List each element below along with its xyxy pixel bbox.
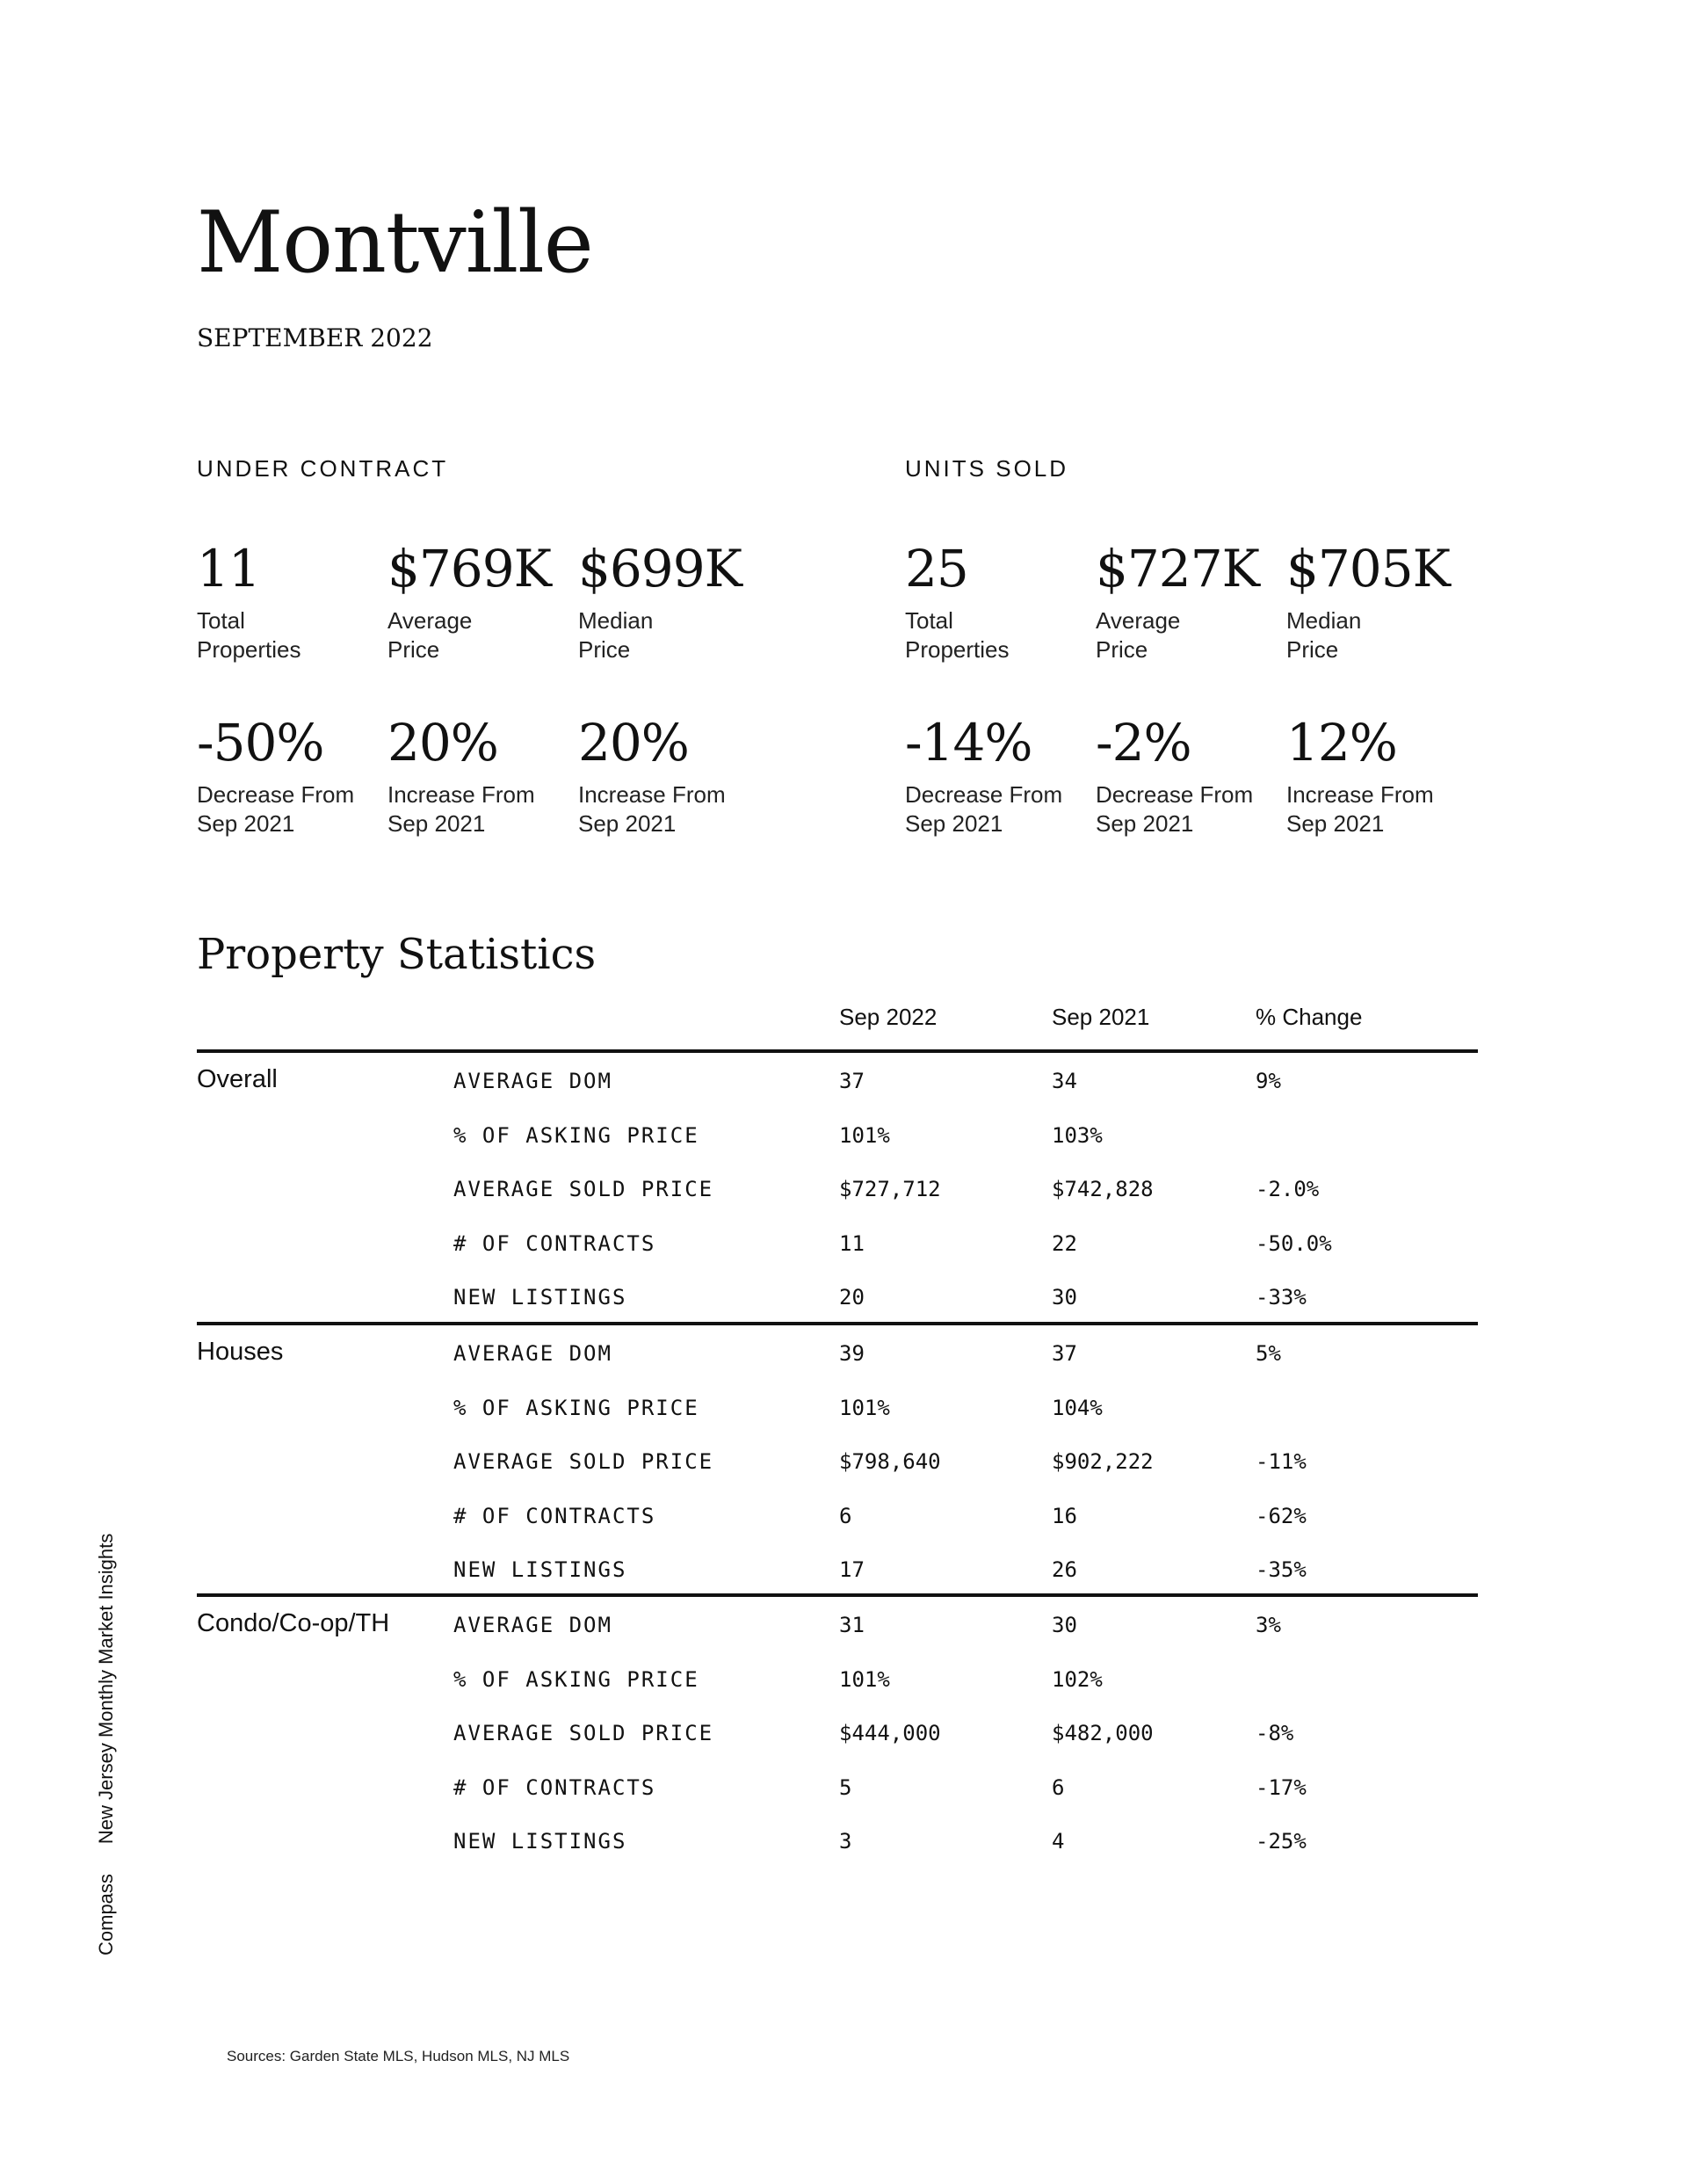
value-sep-2022: 20 xyxy=(839,1285,865,1310)
value-sep-2021: 6 xyxy=(1052,1774,1065,1800)
under-contract-label: UNDER CONTRACT xyxy=(197,455,449,482)
value-sep-2022: 101% xyxy=(839,1666,890,1692)
change-label: Decrease From xyxy=(905,781,1063,808)
group-label: Overall xyxy=(197,1065,278,1093)
value-sep-2022: 11 xyxy=(839,1230,865,1256)
metric-label: AVERAGE SOLD PRICE xyxy=(453,1721,714,1745)
table-row xyxy=(0,1341,1687,1376)
stat-label: Price xyxy=(387,636,440,663)
table-row xyxy=(0,1177,1687,1212)
metric-label: % OF ASKING PRICE xyxy=(453,1122,699,1148)
group-divider xyxy=(197,1049,1478,1053)
stat-value: $769K xyxy=(387,539,551,599)
change-label: Sep 2021 xyxy=(905,810,1003,837)
group-label: Houses xyxy=(197,1338,284,1366)
change-label: Increase From xyxy=(578,781,726,808)
change-label: Sep 2021 xyxy=(578,810,677,837)
metric-label: % OF ASKING PRICE xyxy=(453,1395,699,1420)
table-row xyxy=(0,1775,1687,1810)
value-sep-2021: $742,828 xyxy=(1052,1177,1154,1201)
us-median-change xyxy=(1286,713,1471,838)
metric-label: NEW LISTINGS xyxy=(453,1285,627,1310)
value-sep-2022: 17 xyxy=(839,1557,865,1582)
metric-label: AVERAGE DOM xyxy=(453,1613,612,1637)
group-divider xyxy=(197,1322,1478,1325)
stat-value: $705K xyxy=(1286,539,1450,599)
change-value: -2% xyxy=(1096,713,1191,773)
stat-value: 25 xyxy=(905,539,968,599)
value-sep-2021: $482,000 xyxy=(1052,1721,1154,1745)
change-value: -14% xyxy=(905,713,1032,773)
uc-average-price xyxy=(387,539,572,664)
value-sep-2022: 39 xyxy=(839,1341,865,1366)
change-label: Increase From xyxy=(1286,781,1434,808)
value-sep-2021: 16 xyxy=(1052,1503,1077,1528)
stat-label: Price xyxy=(578,636,631,663)
change-value: 20% xyxy=(578,713,689,773)
page-title: Montville xyxy=(197,193,593,292)
stat-label: Median xyxy=(578,607,654,634)
table-row xyxy=(0,1069,1687,1104)
metric-label: % OF ASKING PRICE xyxy=(453,1666,699,1692)
metric-label: AVERAGE DOM xyxy=(453,1069,612,1093)
us-average-price xyxy=(1096,539,1280,664)
change-label: Decrease From xyxy=(1096,781,1254,808)
change-label: Decrease From xyxy=(197,781,355,808)
value-sep-2022: 101% xyxy=(839,1395,890,1420)
group-divider xyxy=(197,1593,1478,1597)
value-percent-change: 3% xyxy=(1256,1613,1281,1637)
value-sep-2021: 103% xyxy=(1052,1122,1103,1148)
value-sep-2021: 22 xyxy=(1052,1230,1077,1256)
stat-value: $699K xyxy=(578,539,742,599)
column-header-change: % Change xyxy=(1256,1004,1363,1030)
table-row xyxy=(0,1123,1687,1158)
value-percent-change: -35% xyxy=(1256,1557,1307,1582)
stat-label: Average xyxy=(1096,607,1181,634)
sources-note: Sources: Garden State MLS, Hudson MLS, NJ MLS xyxy=(227,2048,570,2064)
value-percent-change: -33% xyxy=(1256,1285,1307,1310)
uc-total-change xyxy=(197,713,381,838)
value-sep-2021: 34 xyxy=(1052,1069,1077,1093)
stat-label: Total xyxy=(905,607,953,634)
value-percent-change: -17% xyxy=(1256,1774,1307,1800)
uc-average-change xyxy=(387,713,572,838)
value-sep-2022: 101% xyxy=(839,1122,890,1148)
property-statistics-title: Property Statistics xyxy=(197,930,597,979)
table-row xyxy=(0,1231,1687,1266)
table-row xyxy=(0,1829,1687,1864)
metric-label: AVERAGE DOM xyxy=(453,1341,612,1366)
change-value: 12% xyxy=(1286,713,1397,773)
metric-label: # OF CONTRACTS xyxy=(453,1230,656,1256)
table-row xyxy=(0,1285,1687,1320)
value-percent-change: -2.0% xyxy=(1256,1177,1320,1201)
uc-total-properties xyxy=(197,539,381,664)
value-sep-2021: 104% xyxy=(1052,1395,1103,1420)
value-sep-2021: 37 xyxy=(1052,1341,1077,1366)
metric-label: NEW LISTINGS xyxy=(453,1557,627,1582)
value-sep-2021: 4 xyxy=(1052,1829,1065,1854)
value-sep-2022: $798,640 xyxy=(839,1449,941,1474)
value-sep-2022: 3 xyxy=(839,1829,852,1854)
uc-median-price xyxy=(578,539,763,664)
value-percent-change: -25% xyxy=(1256,1829,1307,1854)
value-sep-2022: 5 xyxy=(839,1774,852,1800)
table-row xyxy=(0,1449,1687,1484)
us-total-change xyxy=(905,713,1090,838)
report-month: SEPTEMBER 2022 xyxy=(197,323,433,352)
table-row xyxy=(0,1557,1687,1593)
value-percent-change: -50.0% xyxy=(1256,1230,1332,1256)
table-row xyxy=(0,1504,1687,1539)
table-row xyxy=(0,1667,1687,1702)
column-header-sep-2022: Sep 2022 xyxy=(839,1004,938,1030)
value-sep-2021: 102% xyxy=(1052,1666,1103,1692)
stat-label: Price xyxy=(1096,636,1148,663)
stat-label: Average xyxy=(387,607,473,634)
stat-label: Price xyxy=(1286,636,1339,663)
value-percent-change: -8% xyxy=(1256,1721,1294,1745)
metric-label: # OF CONTRACTS xyxy=(453,1774,656,1800)
value-percent-change: -62% xyxy=(1256,1503,1307,1528)
change-label: Sep 2021 xyxy=(1286,810,1385,837)
value-sep-2021: $902,222 xyxy=(1052,1449,1154,1474)
metric-label: NEW LISTINGS xyxy=(453,1829,627,1854)
column-header-sep-2021: Sep 2021 xyxy=(1052,1004,1150,1030)
change-label: Increase From xyxy=(387,781,535,808)
value-sep-2021: 30 xyxy=(1052,1613,1077,1637)
value-percent-change: 9% xyxy=(1256,1069,1281,1093)
publication-name: New Jersey Monthly Market Insights xyxy=(95,1533,117,1845)
change-label: Sep 2021 xyxy=(387,810,486,837)
brand-name: Compass xyxy=(95,1874,117,1955)
value-sep-2021: 26 xyxy=(1052,1557,1077,1582)
value-sep-2022: 37 xyxy=(839,1069,865,1093)
table-row xyxy=(0,1721,1687,1756)
stat-value: 11 xyxy=(197,539,260,599)
value-percent-change: -11% xyxy=(1256,1449,1307,1474)
stat-label: Properties xyxy=(905,636,1010,663)
stat-label: Total xyxy=(197,607,245,634)
us-total-properties xyxy=(905,539,1090,664)
stat-label: Median xyxy=(1286,607,1362,634)
change-label: Sep 2021 xyxy=(197,810,295,837)
value-percent-change: 5% xyxy=(1256,1341,1281,1366)
units-sold-label: UNITS SOLD xyxy=(905,455,1069,482)
value-sep-2022: 31 xyxy=(839,1613,865,1637)
table-row xyxy=(0,1396,1687,1431)
uc-median-change xyxy=(578,713,763,838)
stat-label: Properties xyxy=(197,636,301,663)
table-row xyxy=(0,1613,1687,1648)
change-value: 20% xyxy=(387,713,498,773)
us-median-price xyxy=(1286,539,1471,664)
metric-label: AVERAGE SOLD PRICE xyxy=(453,1177,714,1201)
value-sep-2022: 6 xyxy=(839,1503,852,1528)
value-sep-2022: $444,000 xyxy=(839,1721,941,1745)
metric-label: AVERAGE SOLD PRICE xyxy=(453,1449,714,1474)
stat-value: $727K xyxy=(1096,539,1259,599)
metric-label: # OF CONTRACTS xyxy=(453,1503,656,1528)
value-sep-2021: 30 xyxy=(1052,1285,1077,1310)
value-sep-2022: $727,712 xyxy=(839,1177,941,1201)
sidebar-text xyxy=(95,1504,118,1955)
group-label: Condo/Co-op/TH xyxy=(197,1609,390,1637)
us-average-change xyxy=(1096,713,1280,838)
change-value: -50% xyxy=(197,713,324,773)
change-label: Sep 2021 xyxy=(1096,810,1194,837)
